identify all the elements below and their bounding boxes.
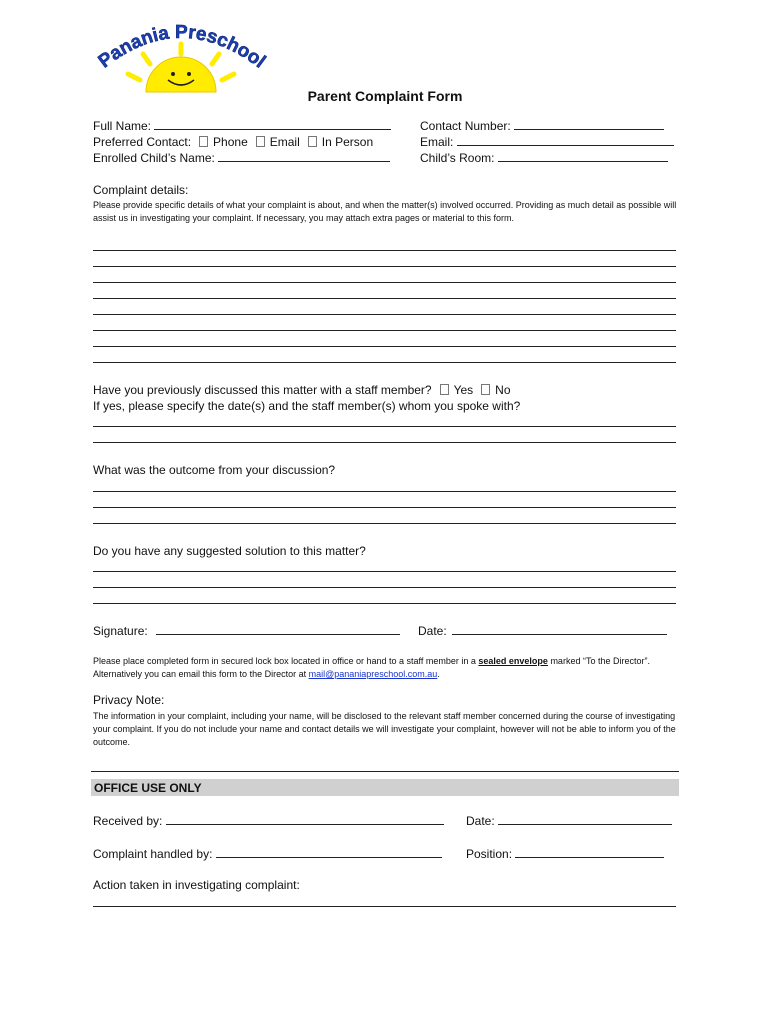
outcome-line[interactable] (93, 491, 676, 492)
complaint-heading: Complaint details: (93, 183, 189, 197)
contact-number-line[interactable] (514, 129, 664, 130)
complaint-line[interactable] (93, 266, 676, 267)
discussed-question: Have you previously discussed this matter with a staff member? Yes No (93, 383, 511, 397)
signature-date-field[interactable]: Date: (418, 624, 667, 639)
preschool-logo (88, 14, 273, 94)
complaint-line[interactable] (93, 346, 676, 347)
action-taken-label: Action taken in investigating complaint: (93, 878, 300, 892)
childs-room-field[interactable]: Child’s Room: (420, 151, 668, 166)
received-by-line[interactable] (166, 824, 444, 825)
position-field[interactable]: Position: (466, 847, 664, 862)
complaint-line[interactable] (93, 314, 676, 315)
enrolled-child-line[interactable] (218, 161, 390, 162)
solution-line[interactable] (93, 571, 676, 572)
email-field[interactable]: Email: (420, 135, 674, 150)
yes-checkbox[interactable] (440, 384, 449, 395)
in-person-checkbox[interactable] (308, 136, 317, 147)
contact-number-field[interactable]: Contact Number: (420, 119, 664, 134)
outcome-question: What was the outcome from your discussion? (93, 463, 336, 477)
outcome-line[interactable] (93, 523, 676, 524)
full-name-field[interactable]: Full Name: (93, 119, 391, 134)
complaint-instructions: Please provide specific details of what your complaint is about, and when the matter(s) involved occurred. Providing as much detail as possible will assist us in investigating your complaint. If necessary, you may attach extra pages or material to this form. (93, 200, 677, 223)
signature-field[interactable]: Signature: (93, 624, 400, 639)
position-line[interactable] (515, 857, 664, 858)
office-divider (91, 771, 679, 772)
complaint-line[interactable] (93, 298, 676, 299)
sun-icon (128, 44, 234, 92)
solution-question: Do you have any suggested solution to this matter? (93, 544, 366, 558)
signature-date-line[interactable] (452, 634, 667, 635)
office-use-heading: OFFICE USE ONLY (94, 781, 202, 795)
email-line[interactable] (457, 145, 674, 146)
complaint-line[interactable] (93, 282, 676, 283)
office-date-field[interactable]: Date: (466, 814, 672, 829)
preferred-contact-field: Preferred Contact: Phone Email In Person (93, 135, 374, 149)
privacy-text: The information in your complaint, including your name, will be disclosed to the relevant staff member concerned during the course of investigating your complaint. If you do not include your name and contact details we will investigate your complaint, however will not be able to inform you of the outcome. (93, 711, 676, 747)
discussed-followup: If yes, please specify the date(s) and the staff member(s) whom you spoke with? (93, 399, 521, 413)
discussed-line[interactable] (93, 426, 676, 427)
sealed-envelope-emphasis: sealed envelope (478, 656, 548, 666)
submission-instructions: Please place completed form in secured lock box located in office or hand to a staff member in a sealed envelope marked “To the Director”. Alternatively you can email this form to the Director at mail@pananiapreschool.com.au. (93, 656, 650, 679)
outcome-line[interactable] (93, 507, 676, 508)
no-checkbox[interactable] (481, 384, 490, 395)
enrolled-child-field[interactable]: Enrolled Child’s Name: (93, 151, 390, 166)
director-email-link[interactable]: mail@pananiapreschool.com.au (308, 669, 438, 679)
solution-line[interactable] (93, 603, 676, 604)
received-by-field[interactable]: Received by: (93, 814, 444, 829)
solution-line[interactable] (93, 587, 676, 588)
privacy-heading: Privacy Note: (93, 693, 165, 707)
childs-room-line[interactable] (498, 161, 668, 162)
signature-line[interactable] (156, 634, 400, 635)
complaint-line[interactable] (93, 330, 676, 331)
email-checkbox[interactable] (256, 136, 265, 147)
handled-by-field[interactable]: Complaint handled by: (93, 847, 442, 862)
discussed-line[interactable] (93, 442, 676, 443)
page-title: Parent Complaint Form (307, 88, 463, 104)
logo-text: Panania Preschool (94, 21, 270, 73)
full-name-line[interactable] (154, 129, 391, 130)
handled-by-line[interactable] (216, 857, 442, 858)
office-date-line[interactable] (498, 824, 672, 825)
action-taken-line[interactable] (93, 906, 676, 907)
complaint-line[interactable] (93, 250, 676, 251)
phone-checkbox[interactable] (199, 136, 208, 147)
office-use-bar (91, 779, 679, 796)
complaint-line[interactable] (93, 362, 676, 363)
